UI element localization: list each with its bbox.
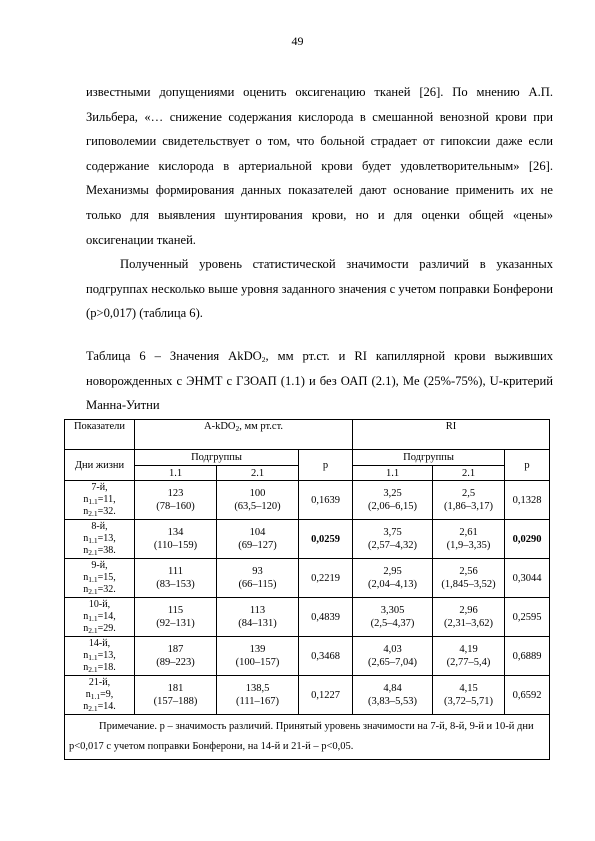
day-label: 10-й, <box>88 599 111 610</box>
group-2-1-header: 2.1 <box>217 466 299 481</box>
n1-value: =13, <box>97 533 116 544</box>
median-value: 111 <box>168 566 183 577</box>
akdo2-p-value: 0,0259 <box>299 520 353 559</box>
paragraph-2: Полученный уровень статистической значимости различий в указанных подгруппах несколько выше уровня заданного значения с учетом поправки Бонферони (p>0,017) (таблица 6). <box>86 257 553 321</box>
n-letter: n <box>83 650 89 661</box>
akdo2-group-2-1-cell <box>217 637 299 676</box>
ri-group-2-1-cell <box>433 559 505 598</box>
day-label: 21-й, <box>88 677 111 688</box>
n-subscript: 2.1 <box>88 587 98 596</box>
ri-p-value: 0,6592 <box>505 676 550 715</box>
median-value: 100 <box>249 488 266 499</box>
group-2-1-header: 2.1 <box>433 466 505 481</box>
median-value: 4,19 <box>459 644 478 655</box>
akdo2-label: A-kDO <box>203 421 236 432</box>
iqr-value: (84–131) <box>238 618 277 629</box>
iqr-value: (66–115) <box>238 579 277 590</box>
akdo2-p-value: 0,3468 <box>299 637 353 676</box>
n-subscript: 1.1 <box>90 692 101 701</box>
ri-p-value: 0,2595 <box>505 598 550 637</box>
n-subscript: 1.1 <box>88 575 98 584</box>
iqr-value: (110–159) <box>153 540 198 551</box>
median-value: 138,5 <box>245 683 270 694</box>
median-value: 134 <box>167 527 184 538</box>
day-label: 7-й, <box>91 482 108 493</box>
day-cell <box>65 598 135 637</box>
day-label: 14-й, <box>88 638 111 649</box>
caption-prefix: Таблица 6 – Значения AkDO <box>86 349 262 363</box>
table-row <box>65 676 550 715</box>
iqr-value: (2,04–4,13) <box>368 579 418 590</box>
caption-rest: , мм рт.ст. и RI капиллярной крови выживших новорожденных с ЭНМТ с ГЗОАП (1.1) и без ОАП (2.1), Me (25%-75%), U-критерий Манна-Уитни <box>86 349 553 413</box>
day-cell <box>65 481 135 520</box>
median-value: 4,84 <box>383 683 402 694</box>
median-value: 187 <box>167 644 184 655</box>
subgroups-header-2: Подгруппы <box>353 450 505 466</box>
akdo2-header <box>135 420 353 450</box>
n-subscript: 2.1 <box>88 509 98 518</box>
day-label: 9-й, <box>91 560 108 571</box>
ri-group-2-1-cell <box>433 676 505 715</box>
median-value: 181 <box>167 683 184 694</box>
n-letter: n <box>83 662 89 673</box>
ri-p-value: 0,0290 <box>505 520 550 559</box>
n1-value: =14, <box>97 611 116 622</box>
n-subscript: 1.1 <box>88 653 98 662</box>
akdo2-group-2-1-cell <box>217 481 299 520</box>
akdo2-p-value: 0,2219 <box>299 559 353 598</box>
median-value: 2,96 <box>459 605 478 616</box>
iqr-value: (1,845–3,52) <box>441 579 496 590</box>
akdo2-group-1-1-cell <box>135 676 217 715</box>
akdo2-group-2-1-cell <box>217 559 299 598</box>
iqr-value: (2,06–6,15) <box>368 501 418 512</box>
ri-p-value: 0,1328 <box>505 481 550 520</box>
n1-value: =11, <box>97 494 116 505</box>
n1-value: =13, <box>97 650 116 661</box>
table-caption <box>86 344 553 418</box>
iqr-value: (78–160) <box>156 501 195 512</box>
day-label: 8-й, <box>91 521 108 532</box>
data-table <box>64 419 550 760</box>
n-letter: n <box>83 611 89 622</box>
n-subscript: 2.1 <box>88 665 98 674</box>
median-value: 104 <box>249 527 266 538</box>
group-1-1-header: 1.1 <box>135 466 217 481</box>
subgroups-header-1: Подгруппы <box>135 450 299 466</box>
n2-value: =32. <box>97 584 116 595</box>
akdo2-group-1-1-cell <box>135 520 217 559</box>
n-subscript: 2.1 <box>88 548 98 557</box>
day-cell <box>65 520 135 559</box>
table-note: Примечание. p – значимость различий. Принятый уровень значимости на 7-й, 8-й, 9-й и 10-й дни p<0,017 с учетом поправки Бонферони, на 14-й и 21-й – p<0,05. <box>65 715 550 760</box>
page-number: 49 <box>291 34 304 48</box>
iqr-value: (1,86–3,17) <box>444 501 494 512</box>
iqr-value: (111–167) <box>236 696 279 707</box>
n2-value: =38. <box>97 545 116 556</box>
n2-value: =18. <box>97 662 116 673</box>
ri-group-1-1-cell <box>353 559 433 598</box>
median-value: 115 <box>167 605 184 616</box>
akdo2-group-2-1-cell <box>217 520 299 559</box>
akdo2-p-value: 0,1639 <box>299 481 353 520</box>
iqr-value: (69–127) <box>238 540 277 551</box>
n-letter: n <box>83 584 89 595</box>
iqr-value: (2,57–4,32) <box>368 540 418 551</box>
iqr-value: (83–153) <box>156 579 195 590</box>
ri-p-value: 0,3044 <box>505 559 550 598</box>
median-value: 4,15 <box>459 683 478 694</box>
median-value: 113 <box>249 605 266 616</box>
median-value: 4,03 <box>383 644 402 655</box>
akdo2-group-1-1-cell <box>135 481 217 520</box>
iqr-value: (1,9–3,35) <box>446 540 491 551</box>
n1-value: =9, <box>100 689 114 700</box>
n-letter: n <box>83 701 89 712</box>
table-row <box>65 520 550 559</box>
median-value: 123 <box>167 488 184 499</box>
n2-value: =32. <box>97 506 116 517</box>
median-value: 3,305 <box>380 605 405 616</box>
iqr-value: (3,83–5,53) <box>368 696 418 707</box>
n-subscript: 1.1 <box>88 614 98 623</box>
n-subscript: 2.1 <box>88 626 98 635</box>
akdo2-group-2-1-cell <box>217 598 299 637</box>
ri-group-2-1-cell <box>433 637 505 676</box>
caption-subscript: 2 <box>261 355 266 364</box>
iqr-value: (2,31–3,62) <box>444 618 494 629</box>
n-subscript: 2.1 <box>88 704 98 713</box>
day-cell <box>65 637 135 676</box>
paragraph-1: известными допущениями оценить оксигенацию тканей [26]. По мнению А.П. Зильбера, «… снижение содержания кислорода в смешанной венозной крови при гиповолемии свидетельствует о том, что больной страдает от гипоксии даже если содержание кислорода в артериальной крови будет удовлетворительным» [26]. Механизмы формирования данных показателей дают основание применить их не только для выявления шунтирования крови, но и для оценки общей «цены» оксигенации тканей. <box>86 85 553 247</box>
akdo2-unit: , мм рт.ст. <box>239 421 284 432</box>
n-letter: n <box>83 623 89 634</box>
n-letter: n <box>83 533 89 544</box>
ri-group-1-1-cell <box>353 598 433 637</box>
akdo2-group-1-1-cell <box>135 637 217 676</box>
iqr-value: (92–131) <box>156 618 195 629</box>
iqr-value: (157–188) <box>153 696 198 707</box>
n-subscript: 1.1 <box>88 536 98 545</box>
median-value: 2,56 <box>459 566 478 577</box>
n-letter: n <box>83 572 89 583</box>
table-row <box>65 637 550 676</box>
n2-value: =29. <box>97 623 116 634</box>
median-value: 2,61 <box>459 527 478 538</box>
n1-value: =15, <box>97 572 116 583</box>
median-value: 139 <box>249 644 266 655</box>
ri-p-value: 0,6889 <box>505 637 550 676</box>
median-value: 2,95 <box>383 566 402 577</box>
p-header-1: p <box>299 450 353 481</box>
n-letter: n <box>83 545 89 556</box>
ri-group-2-1-cell <box>433 481 505 520</box>
n-letter: n <box>83 506 89 517</box>
iqr-value: (63,5–120) <box>234 501 281 512</box>
iqr-value: (100–157) <box>235 657 280 668</box>
ri-group-2-1-cell <box>433 598 505 637</box>
median-value: 3,75 <box>383 527 402 538</box>
ri-header: RI <box>353 420 550 450</box>
akdo2-p-value: 0,1227 <box>299 676 353 715</box>
iqr-value: (2,65–7,04) <box>368 657 418 668</box>
indicators-header: Показатели <box>65 420 135 450</box>
akdo2-group-1-1-cell <box>135 559 217 598</box>
table-row <box>65 598 550 637</box>
table-row <box>65 559 550 598</box>
body-text <box>86 80 553 326</box>
day-cell <box>65 559 135 598</box>
table-row <box>65 481 550 520</box>
days-header: Дни жизни <box>65 450 135 481</box>
akdo2-subscript: 2 <box>235 424 240 433</box>
ri-group-1-1-cell <box>353 520 433 559</box>
akdo2-p-value: 0,4839 <box>299 598 353 637</box>
median-value: 93 <box>252 566 263 577</box>
group-1-1-header: 1.1 <box>353 466 433 481</box>
day-cell <box>65 676 135 715</box>
median-value: 2,5 <box>461 488 476 499</box>
iqr-value: (2,77–5,4) <box>446 657 491 668</box>
iqr-value: (2,5–4,37) <box>370 618 415 629</box>
ri-group-2-1-cell <box>433 520 505 559</box>
ri-group-1-1-cell <box>353 637 433 676</box>
akdo2-group-2-1-cell <box>217 676 299 715</box>
median-value: 3,25 <box>383 488 402 499</box>
n-letter: n <box>85 689 91 700</box>
iqr-value: (3,72–5,71) <box>444 696 494 707</box>
ri-group-1-1-cell <box>353 481 433 520</box>
n-letter: n <box>83 494 89 505</box>
akdo2-group-1-1-cell <box>135 598 217 637</box>
ri-group-1-1-cell <box>353 676 433 715</box>
n2-value: =14. <box>97 701 116 712</box>
iqr-value: (89–223) <box>156 657 195 668</box>
n-subscript: 1.1 <box>88 497 98 506</box>
p-header-2: p <box>505 450 550 481</box>
